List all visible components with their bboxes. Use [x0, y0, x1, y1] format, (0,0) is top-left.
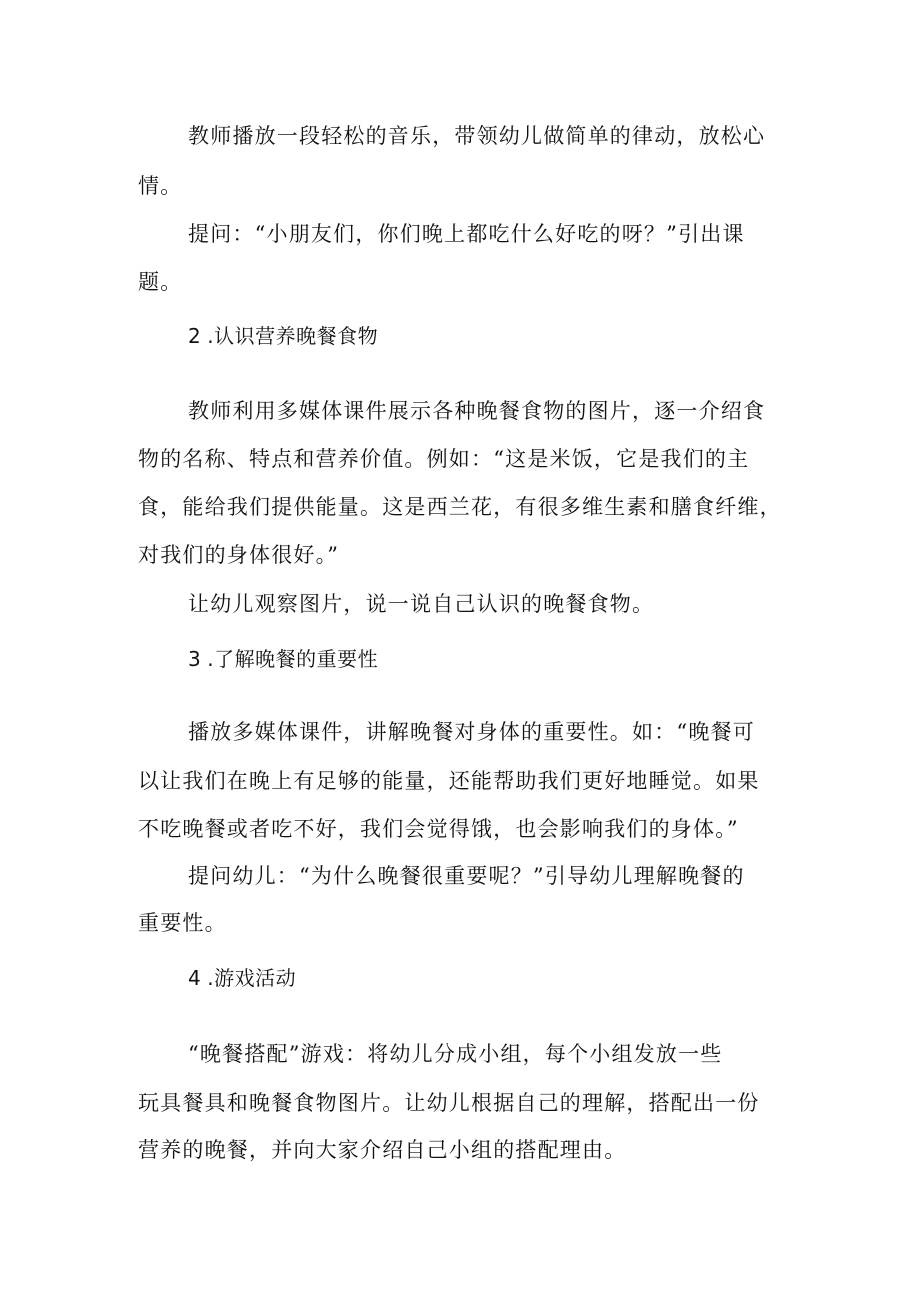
- section-number: 4: [188, 966, 202, 990]
- paragraph-line: 教师播放一段轻松的音乐，带领幼儿做简单的律动，放松心: [188, 124, 766, 148]
- section-title: .认识营养晚餐食物: [207, 324, 379, 348]
- section-title: .了解晚餐的重要性: [207, 647, 379, 671]
- section-heading: [188, 644, 378, 674]
- paragraph-line: “晚餐搭配”游戏：将幼儿分成小组，每个小组发放一些: [188, 1042, 723, 1066]
- paragraph-line: 重要性。: [138, 911, 227, 935]
- section-number: 2: [188, 324, 202, 348]
- paragraph-line: 物的名称、特点和营养价值。例如：“这是米饭，它是我们的主: [138, 447, 750, 471]
- paragraph-line: 提问：“小朋友们，你们晚上都吃什么好吃的呀？”引出课: [188, 222, 745, 246]
- paragraph-line: 情。: [138, 174, 183, 198]
- paragraph-line: 题。: [138, 270, 183, 294]
- paragraph-line: 对我们的身体很好。”: [138, 543, 340, 567]
- paragraph-line: 玩具餐具和晚餐食物图片。让幼儿根据自己的理解，搭配出一份: [138, 1091, 760, 1115]
- section-heading: [188, 963, 296, 993]
- paragraph-line: 让幼儿观察图片，说一说自己认识的晚餐食物。: [188, 592, 655, 616]
- paragraph-line: 教师利用多媒体课件展示各种晚餐食物的图片，逐一介绍食: [188, 399, 766, 423]
- paragraph-line: 以让我们在晚上有足够的能量，还能帮助我们更好地睡觉。如果: [138, 769, 760, 793]
- paragraph-line: 不吃晚餐或者吃不好，我们会觉得饿，也会影响我们的身体。”: [138, 817, 739, 841]
- paragraph-line: 提问幼儿：“为什么晚餐很重要呢？”引导幼儿理解晚餐的: [188, 864, 745, 888]
- section-heading: [188, 321, 378, 351]
- paragraph-line: 食，能给我们提供能量。这是西兰花，有很多维生素和膳食纤维，: [138, 495, 782, 519]
- section-number: 3: [188, 647, 202, 671]
- paragraph-line: 营养的晚餐，并向大家介绍自己小组的搭配理由。: [138, 1138, 627, 1162]
- section-title: .游戏活动: [207, 966, 297, 990]
- paragraph-line: 播放多媒体课件，讲解晚餐对身体的重要性。如：“晚餐可: [188, 720, 755, 744]
